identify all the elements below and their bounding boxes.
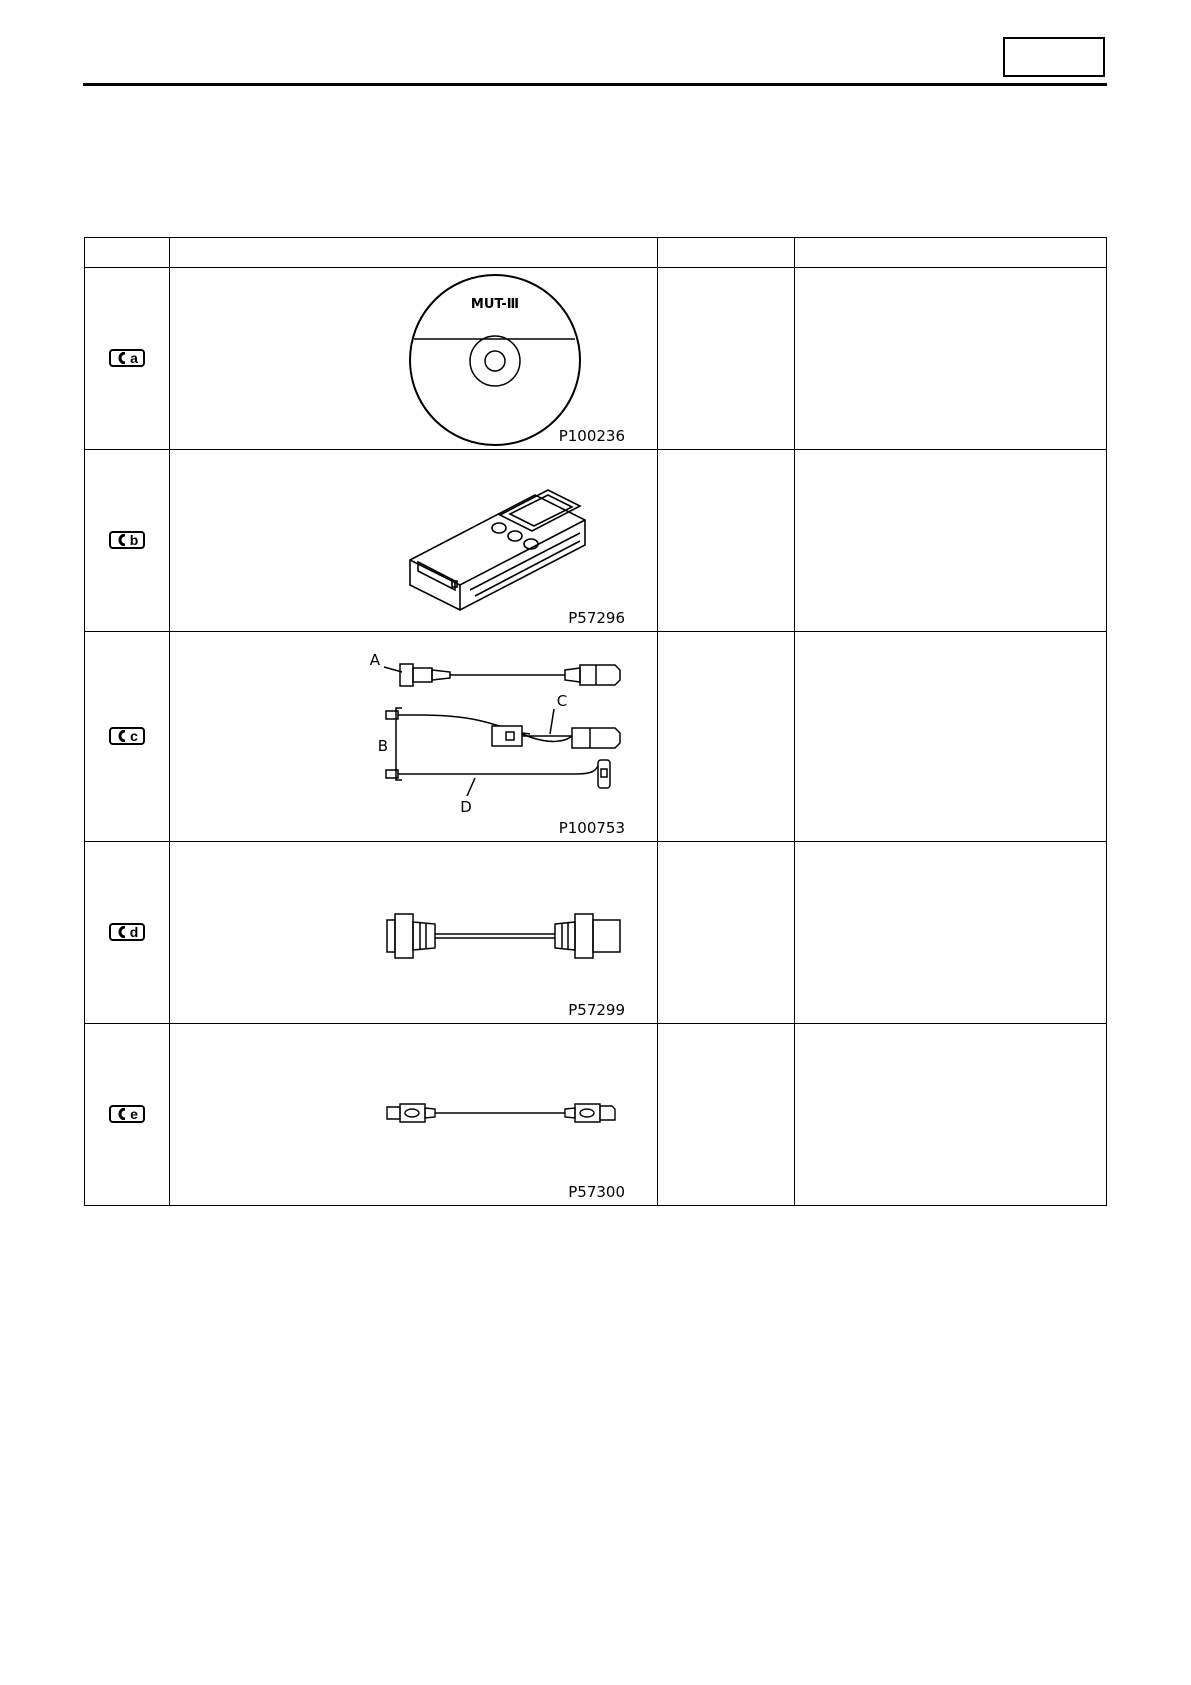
symbol-cell: [85, 268, 170, 450]
illustration-cell: [170, 842, 658, 1024]
symbol-cell: [85, 450, 170, 632]
usb-cable-illustration: [170, 1024, 658, 1205]
table-header-row: [85, 238, 1107, 268]
callout-b: B: [377, 737, 388, 755]
application-cell: [795, 1024, 1107, 1206]
symbol-letter: c: [130, 727, 138, 744]
symbol-letter: a: [130, 349, 138, 366]
column-header-tool: [170, 238, 658, 268]
illustration-cell: [170, 632, 658, 842]
figure-code: P57296: [568, 609, 625, 627]
column-header-number: [658, 238, 795, 268]
figure-code: P57299: [568, 1001, 625, 1019]
symbol-letter: b: [129, 531, 139, 548]
tool-number-cell: [658, 450, 795, 632]
symbol-letter: d: [129, 923, 139, 940]
table-row: [85, 632, 1107, 842]
application-cell: [795, 268, 1107, 450]
application-cell: [795, 450, 1107, 632]
table-row: [85, 450, 1107, 632]
special-tool-icon: [109, 531, 145, 549]
disc-illustration: [170, 268, 658, 449]
symbol-letter: e: [130, 1105, 138, 1122]
table-row: [85, 842, 1107, 1024]
column-header-symbol: [85, 238, 170, 268]
special-tool-icon: [109, 1105, 145, 1123]
callout-d: D: [460, 798, 472, 816]
application-cell: [795, 632, 1107, 842]
special-tool-icon: [109, 349, 145, 367]
callout-c: C: [556, 692, 568, 710]
figure-code: P100753: [558, 819, 625, 837]
symbol-cell: [85, 842, 170, 1024]
symbol-cell: [85, 1024, 170, 1206]
special-tools-table: [84, 237, 1107, 1206]
figure-code: P57300: [568, 1183, 625, 1201]
special-tool-icon: [109, 923, 145, 941]
symbol-cell: [85, 632, 170, 842]
tool-number-cell: [658, 268, 795, 450]
application-cell: [795, 842, 1107, 1024]
callout-a: A: [369, 651, 380, 669]
column-header-application: [795, 238, 1107, 268]
disc-label: MUT-Ⅲ: [470, 297, 520, 312]
tool-number-cell: [658, 1024, 795, 1206]
adapter-cable-illustration: [170, 842, 658, 1023]
vci-illustration: [170, 450, 658, 631]
tool-number-cell: [658, 632, 795, 842]
illustration-cell: [170, 1024, 658, 1206]
table-row: [85, 268, 1107, 450]
figure-code: P100236: [558, 427, 625, 445]
page-number-box: [1003, 37, 1105, 77]
harness-illustration: [170, 632, 658, 841]
header-rule: [83, 83, 1107, 86]
illustration-cell: [170, 268, 658, 450]
illustration-cell: [170, 450, 658, 632]
tool-number-cell: [658, 842, 795, 1024]
table-row: [85, 1024, 1107, 1206]
special-tool-icon: [109, 727, 145, 745]
